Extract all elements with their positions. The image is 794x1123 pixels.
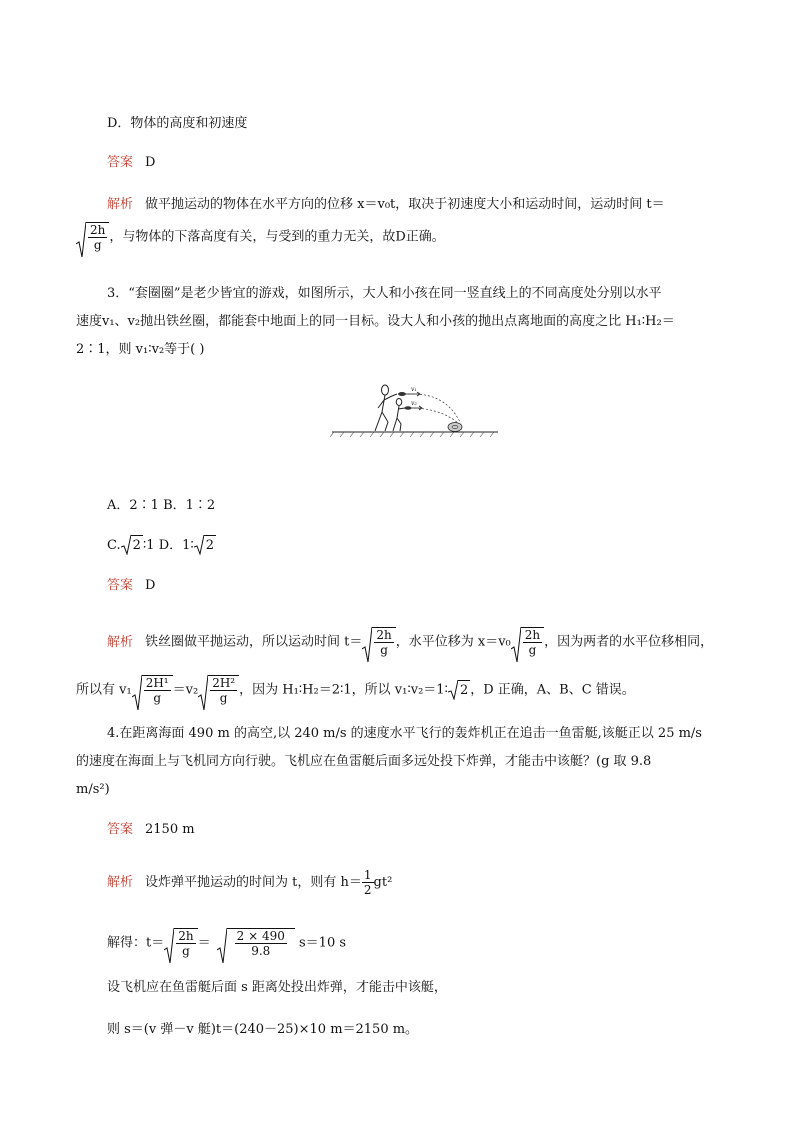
explanation-text: gt² — [373, 875, 393, 890]
frac-num: 2 × 490 — [236, 929, 285, 943]
half-fraction — [362, 868, 374, 897]
explanation-text: 做平抛运动的物体在水平方向的位移 x＝v₀t，取决于初速度大小和运动时间，运动时间 t＝ — [145, 197, 665, 212]
sqrt-expression — [76, 222, 109, 252]
solution-prefix: 解得：t＝ — [107, 935, 165, 951]
explanation-text: ，与物体的下落高度有关，与受到的重力无关，故D正确。 — [109, 229, 445, 245]
sqrt-expression — [448, 680, 470, 701]
sqrt-expression — [198, 675, 239, 705]
answer-label: 答案 — [107, 155, 134, 170]
sqrt-expression — [217, 928, 295, 958]
frac-num: 2h — [376, 628, 392, 642]
option-cd-text: ∶1 D．1∶ — [142, 538, 194, 553]
v1-label: v₁ — [411, 386, 417, 393]
explanation-row — [107, 195, 665, 215]
sqrt-radicand: 2 — [204, 535, 216, 556]
explanation-text: 设炸弹平抛运动的时间为 t，则有 h＝ — [145, 875, 362, 890]
sqrt-expression — [132, 675, 173, 705]
question-4-line-1: 4.在距离海面 490 m 的高空,以 240 m/s 的速度水平飞行的轰炸机正在追击一鱼雷艇,该艇正以 25 m/s — [107, 726, 702, 741]
options-ab: A．2∶1 B．1∶2 — [107, 498, 216, 513]
explanation-text: ＝v₂ — [172, 682, 199, 698]
frac-num: 2h — [178, 929, 194, 943]
option-c-prefix: C. — [107, 538, 121, 553]
sqrt-expression — [362, 627, 395, 657]
frac-den: g — [380, 643, 388, 657]
explanation-text: ，因为两者的水平位移相同， — [544, 634, 714, 650]
solution-line-1: 设飞机应在鱼雷艇后面 s 距离处投出炸弹，才能击中该艇， — [107, 980, 447, 995]
option-d-text: D．物体的高度和初速度 — [107, 116, 248, 131]
frac-den: g — [528, 643, 537, 657]
v2-label: v₂ — [411, 400, 417, 407]
solution-line-2: 则 s＝(v 弹－v 艇)t＝(240－25)×10 m＝2150 m。 — [107, 1022, 419, 1037]
explanation-text: ，水平位移为 x＝v₀ — [395, 634, 511, 650]
explanation-label: 解析 — [107, 634, 134, 650]
answer-label: 答案 — [107, 822, 134, 837]
explanation-text: ，因为 H₁∶H₂＝2∶1，所以 v₁∶v₂＝1∶ — [239, 682, 448, 698]
sqrt-expression — [511, 627, 544, 657]
question-3-line-3: 2∶1，则 v₁∶v₂等于( ) — [76, 342, 205, 357]
answer-label: 答案 — [107, 578, 134, 593]
frac-num: 2h — [524, 628, 541, 642]
explanation-row — [107, 868, 392, 897]
ring-toss-figure — [330, 380, 500, 440]
question-4-line-2: 的速度在海面上与飞机同方向行驶。飞机应在鱼雷艇后面多远处投下炸弹，才能击中该艇？(g 取 9.8 — [76, 754, 652, 769]
options-cd — [107, 535, 216, 556]
explanation-label: 解析 — [107, 875, 134, 890]
frac-num: 1 — [363, 868, 372, 882]
sqrt-expression — [164, 928, 197, 958]
sqrt-radicand: 2 — [131, 535, 143, 556]
frac-num: 2H² — [212, 676, 236, 690]
question-3-line-2: 速度v₁、v₂抛出铁丝圈，都能套中地面上的同一目标。设大人和小孩的抛出点离地面的高度之比 H₁∶H₂＝ — [76, 314, 675, 329]
solution-result: s＝10 s — [299, 935, 347, 951]
sqrt-expression — [194, 535, 216, 556]
answer-row — [107, 820, 195, 840]
answer-value: 2150 m — [145, 822, 195, 837]
explanation-text: 所以有 v₁ — [76, 682, 132, 698]
explanation-row-2 — [76, 675, 635, 705]
answer-value: D — [145, 155, 156, 170]
frac-den: 2 — [363, 883, 372, 897]
answer-row — [107, 576, 155, 596]
explanation-text: 铁丝圈做平抛运动，所以运动时间 t＝ — [145, 634, 363, 650]
explanation-text: ，D 正确，A、B、C 错误。 — [470, 682, 635, 698]
explanation-label: 解析 — [107, 197, 134, 212]
question-4-line-3: m/s²) — [76, 782, 110, 797]
frac-den: g — [153, 691, 161, 705]
solution-equals: ＝ — [197, 935, 211, 951]
answer-value: D — [145, 578, 156, 593]
frac-num: 2H¹ — [145, 676, 169, 690]
frac-num: 2h — [90, 223, 106, 237]
frac-den: 9.8 — [251, 944, 271, 958]
frac-den: g — [93, 238, 102, 252]
solution-row — [107, 928, 346, 958]
frac-den: g — [219, 691, 228, 705]
question-3-line-1: 3．“套圈圈”是老少皆宜的游戏，如图所示，大人和小孩在同一竖直线上的不同高度处分别以水平 — [107, 286, 662, 301]
frac-den: g — [182, 944, 190, 958]
sqrt-expression — [121, 535, 143, 556]
answer-row — [107, 153, 155, 173]
sqrt-radicand: 2 — [458, 680, 470, 701]
explanation-row-2 — [76, 222, 445, 252]
explanation-row — [107, 627, 713, 657]
